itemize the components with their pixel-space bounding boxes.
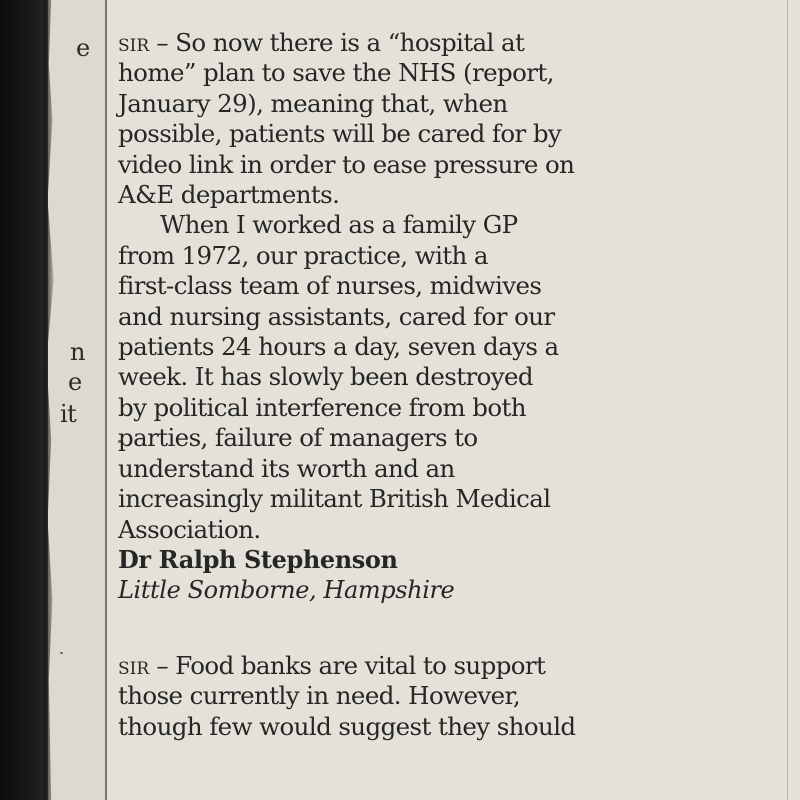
left-fragment-text: it: [60, 400, 77, 428]
salutation: sir: [118, 650, 150, 680]
letter-line: A&E departments.: [118, 180, 340, 210]
letter-line: When I worked as a family GP: [160, 210, 518, 240]
letter-author: Dr Ralph Stephenson: [118, 544, 398, 574]
letter-line: patients 24 hours a day, seven days a: [118, 332, 559, 362]
letter-line: first-class team of nurses, midwives: [118, 271, 542, 301]
letter-line: understand its worth and an: [118, 453, 455, 483]
letter-line: increasingly militant British Medical: [118, 484, 551, 514]
letter-food-banks: [118, 651, 678, 742]
column-divider: [105, 0, 107, 800]
left-fragment-text: e: [76, 34, 90, 62]
letter-line: by political interference from both: [118, 392, 526, 422]
adjacent-column-fragment: [48, 0, 106, 800]
letter-line: Association.: [118, 514, 261, 544]
letter-hospital-at-home: [118, 28, 678, 605]
letter-line: sir – So now there is a “hospital at: [118, 28, 525, 57]
letter-line: January 29), meaning that, when: [118, 88, 508, 118]
left-fragment-text: e: [68, 368, 82, 396]
dark-scan-margin: [0, 0, 48, 800]
right-divider: [787, 0, 788, 800]
letter-line: week. It has slowly been destroyed: [118, 362, 533, 392]
letter-line: though few would suggest they should: [118, 711, 576, 741]
salutation: sir: [118, 28, 150, 57]
paper-speck: [60, 652, 63, 654]
letter-line: those currently in need. However,: [118, 681, 521, 711]
letter-line: home” plan to save the NHS (report,: [118, 58, 554, 88]
letter-line: video link in order to ease pressure on: [118, 149, 575, 179]
letter-location: Little Somborne, Hampshire: [118, 575, 455, 604]
letter-line: from 1972, our practice, with a: [118, 240, 488, 270]
left-fragment-text: n: [70, 338, 85, 366]
letter-gap: [118, 605, 678, 651]
letters-column: [118, 28, 678, 742]
letter-line: parties, failure of managers to: [118, 423, 478, 453]
letter-line: possible, patients will be cared for by: [118, 119, 562, 149]
letter-line: and nursing assistants, cared for our: [118, 301, 555, 331]
letter-line: sir – Food banks are vital to support: [118, 650, 546, 680]
